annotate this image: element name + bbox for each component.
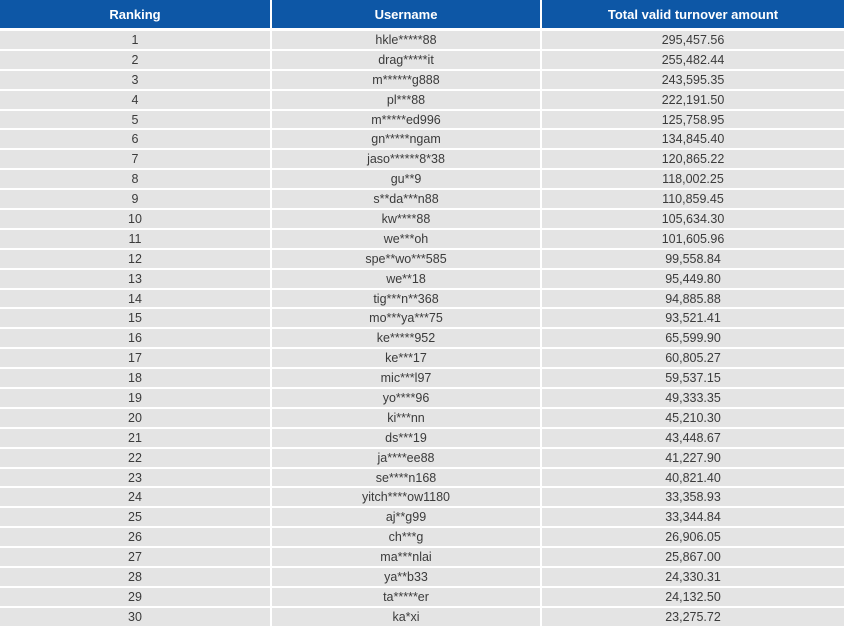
amount-cell: 110,859.45 (542, 190, 844, 208)
ranking-cell: 26 (0, 528, 270, 546)
username-cell: we***oh (272, 230, 540, 248)
username-cell: yo****96 (272, 389, 540, 407)
table-row (0, 568, 844, 586)
username-cell: gn*****ngam (272, 130, 540, 148)
table-row (0, 548, 844, 566)
username-cell: kw****88 (272, 210, 540, 228)
table-row (0, 170, 844, 188)
column-header-username: Username (272, 0, 540, 28)
amount-cell: 65,599.90 (542, 329, 844, 347)
username-cell: drag*****it (272, 51, 540, 69)
ranking-cell: 28 (0, 568, 270, 586)
column-header-ranking: Ranking (0, 0, 270, 28)
table-row (0, 150, 844, 168)
username-cell: ki***nn (272, 409, 540, 427)
amount-cell: 295,457.56 (542, 31, 844, 49)
table-row (0, 270, 844, 288)
table-row (0, 369, 844, 387)
amount-cell: 49,333.35 (542, 389, 844, 407)
username-cell: ma***nlai (272, 548, 540, 566)
table-row (0, 608, 844, 626)
ranking-cell: 9 (0, 190, 270, 208)
ranking-cell: 1 (0, 31, 270, 49)
amount-cell: 60,805.27 (542, 349, 844, 367)
username-cell: ja****ee88 (272, 449, 540, 467)
table-row (0, 508, 844, 526)
ranking-cell: 23 (0, 469, 270, 487)
ranking-cell: 30 (0, 608, 270, 626)
amount-cell: 33,344.84 (542, 508, 844, 526)
username-cell: m******g888 (272, 71, 540, 89)
ranking-cell: 19 (0, 389, 270, 407)
username-cell: ke***17 (272, 349, 540, 367)
ranking-cell: 24 (0, 488, 270, 506)
ranking-cell: 3 (0, 71, 270, 89)
username-cell: se****n168 (272, 469, 540, 487)
amount-cell: 95,449.80 (542, 270, 844, 288)
amount-cell: 41,227.90 (542, 449, 844, 467)
amount-cell: 101,605.96 (542, 230, 844, 248)
table-row (0, 190, 844, 208)
username-cell: ta*****er (272, 588, 540, 606)
table-row (0, 449, 844, 467)
ranking-cell: 17 (0, 349, 270, 367)
table-row (0, 309, 844, 327)
table-row (0, 31, 844, 49)
ranking-cell: 10 (0, 210, 270, 228)
username-cell: spe**wo***585 (272, 250, 540, 268)
username-cell: ya**b33 (272, 568, 540, 586)
username-cell: ka*xi (272, 608, 540, 626)
ranking-cell: 22 (0, 449, 270, 467)
ranking-cell: 11 (0, 230, 270, 248)
table-row (0, 409, 844, 427)
username-cell: tig***n**368 (272, 290, 540, 308)
table-row (0, 488, 844, 506)
ranking-cell: 27 (0, 548, 270, 566)
table-row (0, 91, 844, 109)
ranking-cell: 5 (0, 111, 270, 129)
username-cell: mo***ya***75 (272, 309, 540, 327)
username-cell: yitch****ow1180 (272, 488, 540, 506)
table-row (0, 349, 844, 367)
amount-cell: 24,330.31 (542, 568, 844, 586)
ranking-cell: 6 (0, 130, 270, 148)
username-cell: jaso******8*38 (272, 150, 540, 168)
username-cell: ds***19 (272, 429, 540, 447)
amount-cell: 243,595.35 (542, 71, 844, 89)
table-row (0, 210, 844, 228)
username-cell: s**da***n88 (272, 190, 540, 208)
ranking-cell: 12 (0, 250, 270, 268)
table-row (0, 71, 844, 89)
ranking-cell: 16 (0, 329, 270, 347)
amount-cell: 118,002.25 (542, 170, 844, 188)
username-cell: gu**9 (272, 170, 540, 188)
ranking-cell: 18 (0, 369, 270, 387)
ranking-cell: 13 (0, 270, 270, 288)
table-row (0, 111, 844, 129)
amount-cell: 105,634.30 (542, 210, 844, 228)
amount-cell: 45,210.30 (542, 409, 844, 427)
column-header-total-valid-turnover-amount: Total valid turnover amount (542, 0, 844, 28)
ranking-cell: 21 (0, 429, 270, 447)
amount-cell: 255,482.44 (542, 51, 844, 69)
amount-cell: 94,885.88 (542, 290, 844, 308)
username-cell: pl***88 (272, 91, 540, 109)
amount-cell: 134,845.40 (542, 130, 844, 148)
table-row (0, 429, 844, 447)
table-row (0, 469, 844, 487)
table-header-row (0, 0, 844, 28)
table-row (0, 389, 844, 407)
amount-cell: 120,865.22 (542, 150, 844, 168)
amount-cell: 26,906.05 (542, 528, 844, 546)
username-cell: we**18 (272, 270, 540, 288)
username-cell: hkle*****88 (272, 31, 540, 49)
amount-cell: 24,132.50 (542, 588, 844, 606)
table-row (0, 230, 844, 248)
ranking-cell: 2 (0, 51, 270, 69)
amount-cell: 40,821.40 (542, 469, 844, 487)
ranking-cell: 20 (0, 409, 270, 427)
table-row (0, 528, 844, 546)
ranking-cell: 29 (0, 588, 270, 606)
amount-cell: 99,558.84 (542, 250, 844, 268)
ranking-cell: 14 (0, 290, 270, 308)
ranking-cell: 4 (0, 91, 270, 109)
ranking-cell: 25 (0, 508, 270, 526)
username-cell: m*****ed996 (272, 111, 540, 129)
amount-cell: 25,867.00 (542, 548, 844, 566)
username-cell: ke*****952 (272, 329, 540, 347)
ranking-cell: 15 (0, 309, 270, 327)
ranking-cell: 8 (0, 170, 270, 188)
amount-cell: 125,758.95 (542, 111, 844, 129)
table-row (0, 51, 844, 69)
table-row (0, 588, 844, 606)
amount-cell: 222,191.50 (542, 91, 844, 109)
ranking-cell: 7 (0, 150, 270, 168)
amount-cell: 93,521.41 (542, 309, 844, 327)
table-body (0, 31, 844, 626)
amount-cell: 59,537.15 (542, 369, 844, 387)
table-row (0, 290, 844, 308)
table-row (0, 250, 844, 268)
table-row (0, 329, 844, 347)
username-cell: mic***l97 (272, 369, 540, 387)
username-cell: aj**g99 (272, 508, 540, 526)
username-cell: ch***g (272, 528, 540, 546)
amount-cell: 23,275.72 (542, 608, 844, 626)
table-row (0, 130, 844, 148)
amount-cell: 43,448.67 (542, 429, 844, 447)
amount-cell: 33,358.93 (542, 488, 844, 506)
